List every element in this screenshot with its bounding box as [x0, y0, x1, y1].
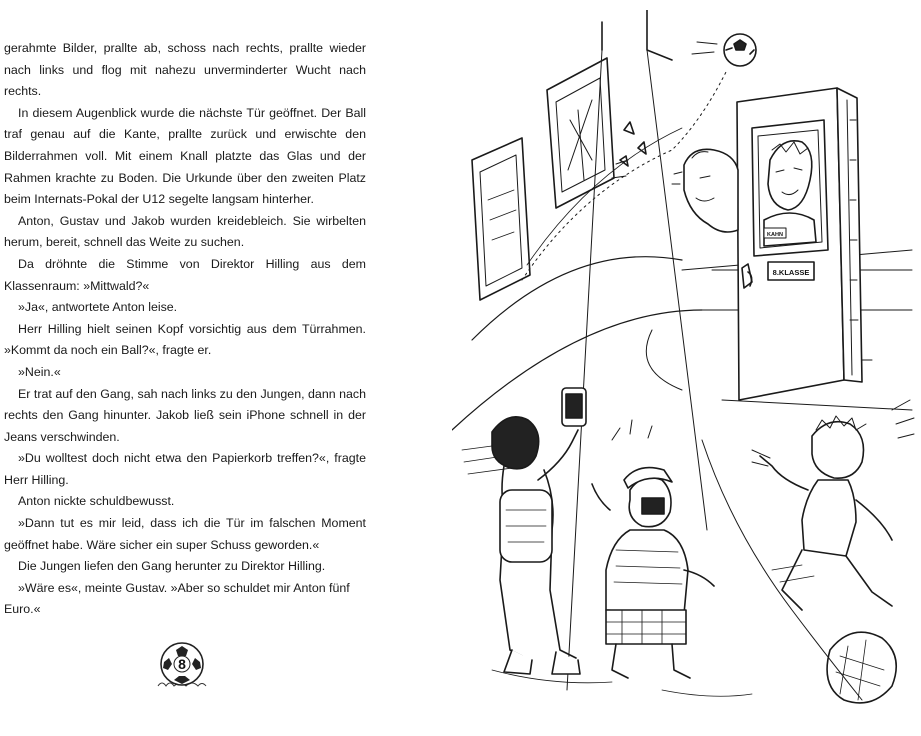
paragraph: Anton, Gustav und Jakob wurden kreidebleich. Sie wirbelten herum, bereit, schnell das Weite zu suchen.	[4, 213, 366, 250]
paragraph: Die Jungen liefen den Gang herunter zu Direktor Hilling.	[18, 559, 326, 574]
paragraph: gerahmte Bilder, prallte ab, schoss nach rechts, prallte wieder nach links und flog mit nahezu unverminderter Wucht nach rechts.	[4, 41, 366, 99]
page-number-ball	[152, 636, 212, 692]
text-column	[4, 38, 366, 621]
page-number: 8	[178, 656, 186, 672]
paragraph: Anton nickte schuldbewusst.	[18, 494, 175, 509]
illustration-hallway-scene	[452, 10, 917, 726]
paragraph: In diesem Augenblick wurde die nächste Tür geöffnet. Der Ball traf genau auf die Kante, prallte zurück und erwischte den Bilderrahmen voll. Mit einem Knall platzte das Glas und der Rahmen krachte zu Boden. Die Urkunde über den zweiten Platz beim Internats-Pokal der U12 segelte langsam hinterher.	[4, 105, 366, 207]
paragraph: Herr Hilling hielt seinen Kopf vorsichtig aus dem Türrahmen. »Kommt da noch ein Ball?«, fragte er.	[4, 321, 366, 358]
paragraph: »Du wolltest doch nicht etwa den Papierkorb treffen?«, fragte Herr Hilling.	[4, 451, 366, 487]
paragraph: »Dann tut es mir leid, dass ich die Tür im falschen Moment geöffnet habe. Wäre sicher ein super Schuss geworden.«	[4, 516, 366, 552]
door-sign-label: 8.KLASSE	[772, 268, 810, 277]
poster-shirt-label: KAHN	[767, 232, 783, 238]
paragraph: Er trat auf den Gang, sah nach links zu den Jungen, dann nach rechts den Gang hinunter. Jakob ließ sein iPhone schnell in der Jeans verschwinden.	[4, 386, 366, 444]
paragraph: Da dröhnte die Stimme von Direktor Hilling aus dem Klassenraum: »Mittwald?«	[4, 256, 366, 293]
paragraph: »Ja«, antwortete Anton leise.	[18, 300, 178, 315]
paragraph: »Wäre es«, meinte Gustav. »Aber so schuldet mir Anton fünf Euro.«	[4, 580, 350, 617]
paragraph: »Nein.«	[18, 364, 61, 379]
